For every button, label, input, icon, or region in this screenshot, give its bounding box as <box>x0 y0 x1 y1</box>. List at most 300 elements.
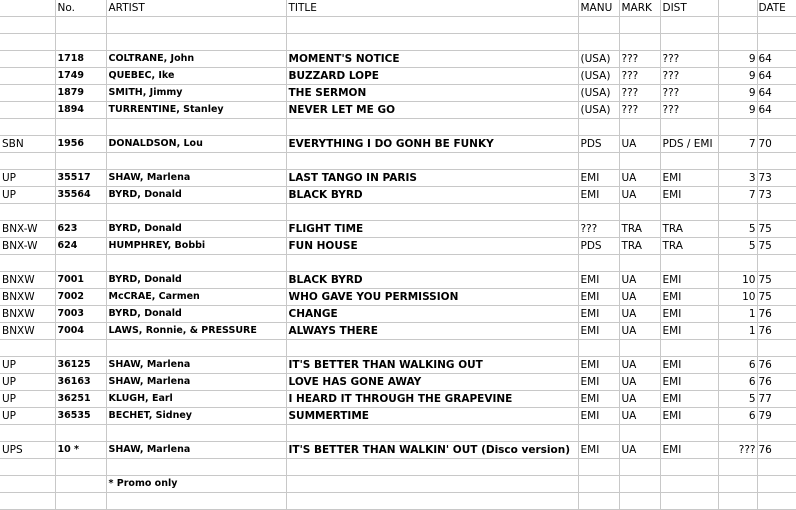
cell-mark[interactable]: UA <box>619 306 660 323</box>
cell-mark[interactable]: UA <box>619 272 660 289</box>
cell-date[interactable]: 64 <box>757 51 796 68</box>
table-row <box>0 323 796 340</box>
cell-manu[interactable]: EMI <box>578 391 619 408</box>
cell-prefix[interactable]: UP <box>0 187 55 204</box>
cell-mark[interactable]: ??? <box>619 68 660 85</box>
cell-prefix[interactable] <box>0 476 55 493</box>
cell-title[interactable] <box>286 493 578 510</box>
cell-manu[interactable]: EMI <box>578 408 619 425</box>
header-cell-prefix[interactable] <box>0 0 55 17</box>
cell-no[interactable] <box>55 17 106 34</box>
cell-artist[interactable]: DONALDSON, Lou <box>106 136 286 153</box>
cell-title[interactable]: BUZZARD LOPE <box>286 68 578 85</box>
cell-artist[interactable]: COLTRANE, John <box>106 51 286 68</box>
cell-dist[interactable]: EMI <box>660 323 718 340</box>
cell-month[interactable]: 9 <box>718 51 757 68</box>
cell-dist[interactable] <box>660 204 718 221</box>
cell-no[interactable]: 7003 <box>55 306 106 323</box>
cell-date[interactable] <box>757 459 796 476</box>
blank-row <box>0 17 796 34</box>
cell-artist[interactable]: HUMPHREY, Bobbi <box>106 238 286 255</box>
cell-mark[interactable]: UA <box>619 170 660 187</box>
cell-month[interactable]: 6 <box>718 357 757 374</box>
cell-prefix[interactable] <box>0 204 55 221</box>
cell-mark[interactable]: UA <box>619 442 660 459</box>
table-row <box>0 391 796 408</box>
cell-dist[interactable] <box>660 153 718 170</box>
header-cell-dist[interactable]: DIST <box>660 0 718 17</box>
cell-month[interactable] <box>718 425 757 442</box>
header-cell-manu[interactable]: MANU <box>578 0 619 17</box>
cell-title[interactable]: IT'S BETTER THAN WALKIN' OUT (Disco version) <box>286 442 578 459</box>
cell-date[interactable]: 64 <box>757 68 796 85</box>
cell-manu[interactable]: (USA) <box>578 68 619 85</box>
cell-mark[interactable] <box>619 493 660 510</box>
footnote-cell[interactable]: * Promo only <box>106 476 286 493</box>
blank-row <box>0 459 796 476</box>
cell-artist[interactable]: SHAW, Marlena <box>106 374 286 391</box>
cell-dist[interactable]: EMI <box>660 272 718 289</box>
cell-artist[interactable] <box>106 255 286 272</box>
cell-dist[interactable] <box>660 476 718 493</box>
cell-dist[interactable]: EMI <box>660 391 718 408</box>
cell-artist[interactable]: SMITH, Jimmy <box>106 85 286 102</box>
cell-mark[interactable]: UA <box>619 136 660 153</box>
cell-dist[interactable]: TRA <box>660 221 718 238</box>
cell-no[interactable]: 1718 <box>55 51 106 68</box>
cell-artist[interactable]: TURRENTINE, Stanley <box>106 102 286 119</box>
cell-artist[interactable] <box>106 459 286 476</box>
cell-prefix[interactable] <box>0 493 55 510</box>
cell-mark[interactable] <box>619 119 660 136</box>
table-row <box>0 68 796 85</box>
cell-prefix[interactable]: UP <box>0 391 55 408</box>
table-row <box>0 272 796 289</box>
cell-no[interactable]: 36251 <box>55 391 106 408</box>
cell-artist[interactable] <box>106 119 286 136</box>
cell-manu[interactable] <box>578 204 619 221</box>
cell-title[interactable] <box>286 204 578 221</box>
cell-no[interactable] <box>55 204 106 221</box>
cell-prefix[interactable] <box>0 459 55 476</box>
cell-dist[interactable]: EMI <box>660 357 718 374</box>
cell-title[interactable]: I HEARD IT THROUGH THE GRAPEVINE <box>286 391 578 408</box>
cell-prefix[interactable]: BNX-W <box>0 221 55 238</box>
cell-prefix[interactable]: UP <box>0 170 55 187</box>
table-row <box>0 238 796 255</box>
cell-manu[interactable]: PDS <box>578 136 619 153</box>
table-row <box>0 51 796 68</box>
cell-prefix[interactable]: BNXW <box>0 323 55 340</box>
cell-title[interactable] <box>286 153 578 170</box>
cell-month[interactable]: 5 <box>718 391 757 408</box>
cell-dist[interactable] <box>660 459 718 476</box>
cell-artist[interactable]: BYRD, Donald <box>106 187 286 204</box>
cell-dist[interactable]: ??? <box>660 68 718 85</box>
cell-title[interactable] <box>286 255 578 272</box>
cell-date[interactable]: 75 <box>757 238 796 255</box>
cell-month[interactable]: 5 <box>718 238 757 255</box>
cell-dist[interactable]: ??? <box>660 85 718 102</box>
cell-manu[interactable] <box>578 340 619 357</box>
cell-mark[interactable]: TRA <box>619 221 660 238</box>
cell-month[interactable]: 10 <box>718 289 757 306</box>
cell-title[interactable]: NEVER LET ME GO <box>286 102 578 119</box>
cell-no[interactable] <box>55 425 106 442</box>
cell-artist[interactable] <box>106 204 286 221</box>
blank-row <box>0 34 796 51</box>
cell-artist[interactable]: LAWS, Ronnie, & PRESSURE <box>106 323 286 340</box>
cell-title[interactable]: WHO GAVE YOU PERMISSION <box>286 289 578 306</box>
cell-no[interactable]: 624 <box>55 238 106 255</box>
table-row <box>0 102 796 119</box>
cell-mark[interactable]: UA <box>619 391 660 408</box>
cell-date[interactable]: 73 <box>757 170 796 187</box>
cell-date[interactable]: 77 <box>757 391 796 408</box>
header-cell-artist[interactable]: ARTIST <box>106 0 286 17</box>
cell-mark[interactable] <box>619 34 660 51</box>
cell-mark[interactable]: UA <box>619 357 660 374</box>
cell-mark[interactable]: UA <box>619 408 660 425</box>
cell-month[interactable]: 7 <box>718 187 757 204</box>
header-cell-month[interactable] <box>718 0 757 17</box>
cell-mark[interactable]: TRA <box>619 238 660 255</box>
cell-no[interactable]: 1894 <box>55 102 106 119</box>
cell-title[interactable] <box>286 119 578 136</box>
cell-no[interactable] <box>55 34 106 51</box>
cell-prefix[interactable]: UP <box>0 374 55 391</box>
cell-month[interactable]: 1 <box>718 306 757 323</box>
cell-title[interactable] <box>286 34 578 51</box>
cell-mark[interactable]: ??? <box>619 102 660 119</box>
cell-month[interactable] <box>718 340 757 357</box>
cell-date[interactable]: 79 <box>757 408 796 425</box>
blank-row <box>0 425 796 442</box>
cell-month[interactable]: 6 <box>718 408 757 425</box>
cell-month[interactable] <box>718 493 757 510</box>
cell-title[interactable]: BLACK BYRD <box>286 187 578 204</box>
blank-row <box>0 153 796 170</box>
blank-row <box>0 204 796 221</box>
cell-title[interactable]: FUN HOUSE <box>286 238 578 255</box>
cell-manu[interactable] <box>578 17 619 34</box>
cell-date[interactable]: 64 <box>757 85 796 102</box>
cell-date[interactable]: 73 <box>757 187 796 204</box>
cell-title[interactable]: ALWAYS THERE <box>286 323 578 340</box>
cell-manu[interactable]: EMI <box>578 442 619 459</box>
cell-no[interactable]: 623 <box>55 221 106 238</box>
footnote-row <box>0 476 796 493</box>
cell-month[interactable] <box>718 119 757 136</box>
cell-month[interactable]: 3 <box>718 170 757 187</box>
cell-mark[interactable] <box>619 204 660 221</box>
table-row <box>0 374 796 391</box>
cell-artist[interactable] <box>106 425 286 442</box>
cell-month[interactable]: 1 <box>718 323 757 340</box>
cell-artist[interactable] <box>106 34 286 51</box>
cell-title[interactable]: THE SERMON <box>286 85 578 102</box>
cell-date[interactable] <box>757 34 796 51</box>
cell-date[interactable]: 76 <box>757 442 796 459</box>
cell-no[interactable]: 10 * <box>55 442 106 459</box>
cell-manu[interactable] <box>578 153 619 170</box>
cell-manu[interactable]: PDS <box>578 238 619 255</box>
header-row <box>0 0 796 17</box>
cell-prefix[interactable] <box>0 119 55 136</box>
cell-date[interactable]: 64 <box>757 102 796 119</box>
cell-month[interactable]: 9 <box>718 102 757 119</box>
cell-dist[interactable] <box>660 17 718 34</box>
cell-month[interactable]: 6 <box>718 374 757 391</box>
cell-manu[interactable] <box>578 425 619 442</box>
cell-title[interactable]: LAST TANGO IN PARIS <box>286 170 578 187</box>
cell-artist[interactable]: BYRD, Donald <box>106 272 286 289</box>
cell-no[interactable]: 36535 <box>55 408 106 425</box>
cell-mark[interactable] <box>619 153 660 170</box>
cell-manu[interactable]: EMI <box>578 187 619 204</box>
cell-month[interactable] <box>718 255 757 272</box>
cell-mark[interactable]: UA <box>619 374 660 391</box>
cell-artist[interactable]: KLUGH, Earl <box>106 391 286 408</box>
table-row <box>0 408 796 425</box>
cell-manu[interactable]: (USA) <box>578 51 619 68</box>
cell-manu[interactable]: (USA) <box>578 102 619 119</box>
cell-month[interactable]: 9 <box>718 85 757 102</box>
cell-no[interactable]: 7002 <box>55 289 106 306</box>
cell-prefix[interactable]: BNXW <box>0 272 55 289</box>
cell-prefix[interactable] <box>0 34 55 51</box>
cell-no[interactable] <box>55 119 106 136</box>
cell-prefix[interactable]: UP <box>0 357 55 374</box>
cell-month[interactable] <box>718 17 757 34</box>
cell-dist[interactable]: EMI <box>660 408 718 425</box>
table-row <box>0 357 796 374</box>
cell-prefix[interactable]: BNXW <box>0 289 55 306</box>
cell-title[interactable] <box>286 459 578 476</box>
cell-month[interactable] <box>718 204 757 221</box>
table-row <box>0 442 796 459</box>
cell-title[interactable]: IT'S BETTER THAN WALKING OUT <box>286 357 578 374</box>
cell-artist[interactable]: QUEBEC, Ike <box>106 68 286 85</box>
cell-artist[interactable]: SHAW, Marlena <box>106 357 286 374</box>
cell-prefix[interactable] <box>0 17 55 34</box>
cell-prefix[interactable] <box>0 255 55 272</box>
cell-manu[interactable]: EMI <box>578 306 619 323</box>
cell-prefix[interactable]: UP <box>0 408 55 425</box>
cell-month[interactable]: 10 <box>718 272 757 289</box>
cell-date[interactable] <box>757 476 796 493</box>
cell-dist[interactable] <box>660 255 718 272</box>
cell-no[interactable]: 7004 <box>55 323 106 340</box>
cell-date[interactable]: 76 <box>757 323 796 340</box>
cell-dist[interactable] <box>660 493 718 510</box>
blank-row <box>0 119 796 136</box>
cell-dist[interactable]: EMI <box>660 170 718 187</box>
cell-dist[interactable]: EMI <box>660 442 718 459</box>
cell-prefix[interactable] <box>0 340 55 357</box>
cell-no[interactable]: 1879 <box>55 85 106 102</box>
cell-date[interactable]: 75 <box>757 272 796 289</box>
cell-date[interactable]: 75 <box>757 221 796 238</box>
cell-month[interactable]: ??? <box>718 442 757 459</box>
cell-manu[interactable]: EMI <box>578 170 619 187</box>
cell-artist[interactable] <box>106 493 286 510</box>
cell-title[interactable]: CHANGE <box>286 306 578 323</box>
cell-artist[interactable]: BYRD, Donald <box>106 306 286 323</box>
cell-artist[interactable]: SHAW, Marlena <box>106 442 286 459</box>
cell-title[interactable]: FLIGHT TIME <box>286 221 578 238</box>
table-row <box>0 221 796 238</box>
table-row <box>0 136 796 153</box>
cell-month[interactable] <box>718 476 757 493</box>
cell-date[interactable] <box>757 255 796 272</box>
cell-manu[interactable]: EMI <box>578 323 619 340</box>
cell-manu[interactable]: (USA) <box>578 85 619 102</box>
cell-artist[interactable] <box>106 340 286 357</box>
cell-artist[interactable]: McCRAE, Carmen <box>106 289 286 306</box>
cell-no[interactable]: 35564 <box>55 187 106 204</box>
cell-prefix[interactable]: SBN <box>0 136 55 153</box>
cell-no[interactable] <box>55 459 106 476</box>
table-row <box>0 187 796 204</box>
cell-dist[interactable] <box>660 34 718 51</box>
cell-manu[interactable] <box>578 34 619 51</box>
cell-no[interactable]: 1749 <box>55 68 106 85</box>
cell-dist[interactable]: EMI <box>660 306 718 323</box>
cell-no[interactable] <box>55 476 106 493</box>
cell-title[interactable]: EVERYTHING I DO GONH BE FUNKY <box>286 136 578 153</box>
cell-manu[interactable]: EMI <box>578 357 619 374</box>
cell-mark[interactable] <box>619 17 660 34</box>
cell-prefix[interactable]: BNXW <box>0 306 55 323</box>
header-cell-mark[interactable]: MARK <box>619 0 660 17</box>
cell-month[interactable]: 5 <box>718 221 757 238</box>
cell-date[interactable]: 76 <box>757 306 796 323</box>
cell-date[interactable]: 70 <box>757 136 796 153</box>
cell-title[interactable] <box>286 340 578 357</box>
cell-title[interactable]: LOVE HAS GONE AWAY <box>286 374 578 391</box>
table-row <box>0 170 796 187</box>
cell-manu[interactable] <box>578 255 619 272</box>
cell-title[interactable] <box>286 476 578 493</box>
cell-dist[interactable] <box>660 425 718 442</box>
cell-date[interactable] <box>757 119 796 136</box>
cell-artist[interactable] <box>106 17 286 34</box>
cell-month[interactable] <box>718 34 757 51</box>
table-row <box>0 289 796 306</box>
cell-dist[interactable]: PDS / EMI <box>660 136 718 153</box>
cell-no[interactable]: 36125 <box>55 357 106 374</box>
cell-manu[interactable] <box>578 119 619 136</box>
cell-mark[interactable]: UA <box>619 323 660 340</box>
cell-prefix[interactable] <box>0 85 55 102</box>
cell-prefix[interactable] <box>0 51 55 68</box>
cell-manu[interactable]: EMI <box>578 272 619 289</box>
cell-no[interactable] <box>55 153 106 170</box>
cell-date[interactable]: 76 <box>757 374 796 391</box>
cell-date[interactable] <box>757 425 796 442</box>
cell-date[interactable]: 75 <box>757 289 796 306</box>
cell-dist[interactable] <box>660 340 718 357</box>
cell-prefix[interactable]: BNX-W <box>0 238 55 255</box>
cell-prefix[interactable]: UPS <box>0 442 55 459</box>
blank-row <box>0 493 796 510</box>
cell-dist[interactable]: EMI <box>660 374 718 391</box>
cell-dist[interactable]: EMI <box>660 187 718 204</box>
cell-mark[interactable]: ??? <box>619 85 660 102</box>
cell-mark[interactable] <box>619 425 660 442</box>
cell-dist[interactable]: ??? <box>660 51 718 68</box>
cell-title[interactable]: BLACK BYRD <box>286 272 578 289</box>
blank-row <box>0 255 796 272</box>
cell-mark[interactable]: UA <box>619 289 660 306</box>
cell-mark[interactable] <box>619 340 660 357</box>
cell-date[interactable] <box>757 153 796 170</box>
cell-prefix[interactable] <box>0 153 55 170</box>
cell-dist[interactable]: EMI <box>660 289 718 306</box>
cell-date[interactable] <box>757 17 796 34</box>
cell-prefix[interactable] <box>0 68 55 85</box>
cell-prefix[interactable] <box>0 425 55 442</box>
cell-artist[interactable]: BYRD, Donald <box>106 221 286 238</box>
cell-mark[interactable]: ??? <box>619 51 660 68</box>
cell-title[interactable] <box>286 425 578 442</box>
cell-no[interactable]: 1956 <box>55 136 106 153</box>
cell-month[interactable] <box>718 153 757 170</box>
cell-date[interactable]: 76 <box>757 357 796 374</box>
cell-no[interactable]: 36163 <box>55 374 106 391</box>
blank-row <box>0 340 796 357</box>
cell-dist[interactable]: TRA <box>660 238 718 255</box>
cell-manu[interactable] <box>578 476 619 493</box>
cell-dist[interactable] <box>660 119 718 136</box>
cell-artist[interactable]: SHAW, Marlena <box>106 170 286 187</box>
cell-mark[interactable]: UA <box>619 187 660 204</box>
cell-date[interactable] <box>757 204 796 221</box>
cell-artist[interactable]: BECHET, Sidney <box>106 408 286 425</box>
cell-title[interactable] <box>286 17 578 34</box>
cell-month[interactable]: 7 <box>718 136 757 153</box>
cell-date[interactable] <box>757 493 796 510</box>
cell-month[interactable]: 9 <box>718 68 757 85</box>
cell-no[interactable]: 7001 <box>55 272 106 289</box>
cell-prefix[interactable] <box>0 102 55 119</box>
cell-no[interactable]: 35517 <box>55 170 106 187</box>
cell-manu[interactable]: ??? <box>578 221 619 238</box>
cell-manu[interactable] <box>578 459 619 476</box>
cell-manu[interactable]: EMI <box>578 374 619 391</box>
header-cell-title[interactable]: TITLE <box>286 0 578 17</box>
cell-title[interactable]: SUMMERTIME <box>286 408 578 425</box>
cell-no[interactable] <box>55 340 106 357</box>
cell-no[interactable] <box>55 493 106 510</box>
cell-date[interactable] <box>757 340 796 357</box>
cell-mark[interactable] <box>619 476 660 493</box>
cell-month[interactable] <box>718 459 757 476</box>
table-row <box>0 85 796 102</box>
cell-manu[interactable]: EMI <box>578 289 619 306</box>
header-cell-no[interactable]: No. <box>55 0 106 17</box>
header-cell-date[interactable]: DATE <box>757 0 796 17</box>
cell-mark[interactable] <box>619 459 660 476</box>
cell-title[interactable]: MOMENT'S NOTICE <box>286 51 578 68</box>
table-row <box>0 306 796 323</box>
cell-dist[interactable]: ??? <box>660 102 718 119</box>
cell-artist[interactable] <box>106 153 286 170</box>
cell-manu[interactable] <box>578 493 619 510</box>
cell-no[interactable] <box>55 255 106 272</box>
cell-mark[interactable] <box>619 255 660 272</box>
